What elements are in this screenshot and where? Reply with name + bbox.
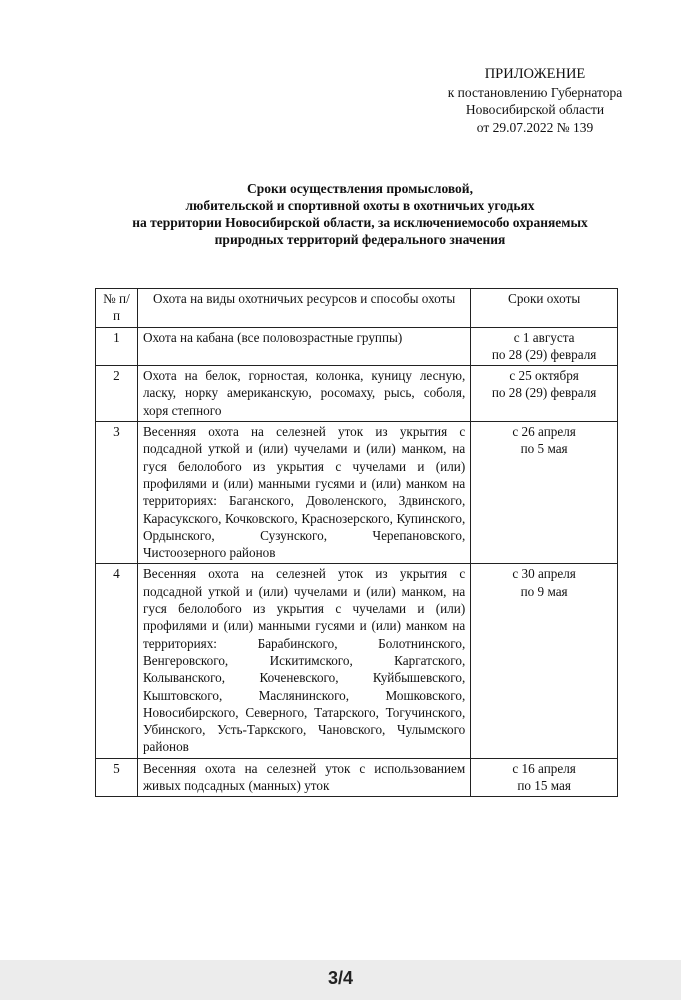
- heading-line: любительской и спортивной охоты в охотничьих угодьях: [185, 198, 535, 213]
- term-to: по 28 (29) февраля: [491, 385, 597, 401]
- term-from: с 16 апреля: [512, 760, 576, 776]
- appendix-line: к постановлению Губернатора: [447, 84, 623, 100]
- term-from: с 30 апреля: [512, 566, 576, 582]
- header-type: Охота на виды охотничьих ресурсов и способы охоты: [137, 289, 470, 328]
- heading-line: природных территорий федерального значения: [214, 232, 506, 247]
- table-row: [96, 366, 618, 422]
- row-num: 1: [96, 327, 138, 366]
- term-to: по 28 (29) февраля: [491, 346, 597, 362]
- row-num: 4: [96, 564, 138, 758]
- term-from: с 1 августа: [513, 329, 575, 345]
- term-from: с 26 апреля: [512, 424, 576, 440]
- header-num: № п/п: [96, 289, 138, 328]
- header-term: Сроки охоты: [471, 289, 618, 328]
- appendix-line: Новосибирской области: [465, 102, 605, 117]
- term-to: по 9 мая: [520, 583, 568, 599]
- appendix-block: [420, 66, 650, 136]
- appendix-title: ПРИЛОЖЕНИЕ: [484, 66, 586, 82]
- row-num: 2: [96, 366, 138, 422]
- row-term: [471, 422, 618, 564]
- table-row: [96, 758, 618, 797]
- row-term: [471, 366, 618, 422]
- hunting-periods-table: [95, 288, 618, 797]
- row-term: [471, 564, 618, 758]
- table-row: [96, 564, 618, 758]
- appendix-line: от 29.07.2022 № 139: [476, 119, 594, 135]
- term-from: с 25 октября: [509, 368, 579, 384]
- page-indicator: 3/4: [327, 968, 354, 988]
- row-description: Охота на белок, горностая, колонка, куницу лесную, ласку, норку американскую, росомаху, рысь, соболя, хоря степного: [137, 366, 470, 422]
- document-heading: [60, 180, 660, 248]
- table-row: [96, 327, 618, 366]
- table-header-row: [96, 289, 618, 328]
- row-description: Весенняя охота на селезней уток из укрытия с подсадной уткой и (или) чучелами и (или) манком, на гуся белолобого из укрытия с чучелами и (или) профилями и (или) манными гусями и (или) манком на территориях: Баганского, Доволенского, Здвинского, Карасукского, Кочковского, Краснозерского, Купинского, Ордынского, Сузунского, Черепановского, Чистоозерного районов: [137, 422, 470, 564]
- row-term: [471, 758, 618, 797]
- heading-line: Сроки осуществления промысловой,: [247, 181, 473, 196]
- term-to: по 15 мая: [517, 778, 571, 794]
- row-description: Охота на кабана (все половозрастные группы): [137, 327, 470, 366]
- term-to: по 5 мая: [520, 441, 568, 457]
- row-num: 5: [96, 758, 138, 797]
- table-row: [96, 422, 618, 564]
- heading-line: на территории Новосибирской области, за исключениемособо охраняемых: [132, 215, 588, 230]
- row-term: [471, 327, 618, 366]
- row-num: 3: [96, 422, 138, 564]
- row-description: Весенняя охота на селезней уток из укрытия с подсадной уткой и (или) чучелами и (или) манком, на гуся белолобого из укрытия с чучелами и (или) профилями и (или) манными гусями и (или) манком на территориях: Барабинского, Болотнинского, Венгеровского, Искитимского, Каргатского, Колыванского, Коченевского, Куйбышевского, Кыштовского, Маслянинского, Мошковского, Новосибирского, Северного, Татарского, Тогучинского, Убинского, Усть-Таркского, Чановского, Чулымского районов: [137, 564, 470, 758]
- row-description: Весенняя охота на селезней уток с использованием живых подсадных (манных) уток: [137, 758, 470, 797]
